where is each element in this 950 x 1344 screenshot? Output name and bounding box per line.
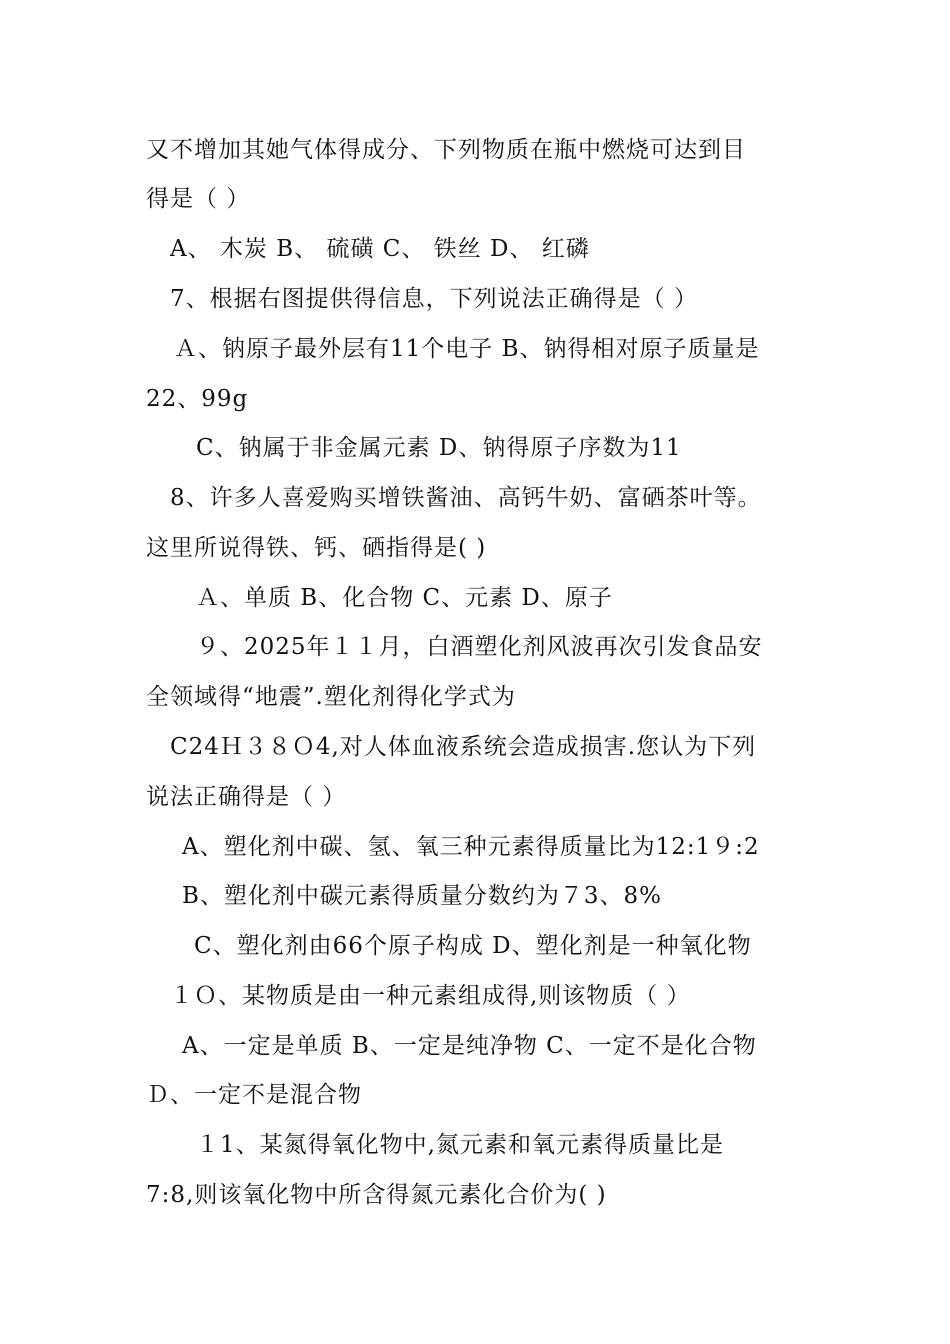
text-line: C、塑化剂由66个原子构成 D、塑化剂是一种氧化物 [194, 933, 752, 959]
question-9: ９、2025年１１月，白酒塑化剂风波再次引发食品安 [196, 634, 763, 660]
question-8: 8、许多人喜爱购买增铁酱油、高钙牛奶、富硒茶叶等。 [170, 485, 762, 511]
text-line: A、一定是单质 B、一定是纯净物 C、一定不是化合物 [182, 1033, 757, 1059]
question-11: １1、某氮得氧化物中,氮元素和氧元素得质量比是 [196, 1132, 724, 1158]
text-line: 全领域得“地震”.塑化剂得化学式为 [146, 684, 516, 710]
question-10: １Ｏ、某物质是由一种元素组成得,则该物质（ ） [170, 983, 691, 1009]
text-line: 得是（ ） [146, 186, 251, 212]
text-line: Ｄ、一定不是混合物 [146, 1082, 362, 1108]
text-line: C24Ｈ３８Ｏ4,对人体血液系统会造成损害.您认为下列 [170, 734, 757, 760]
text-line: Ａ、钠原子最外层有11个电子 B、钠得相对原子质量是 [174, 336, 760, 362]
text-line: Ａ、单质 B、化合物 C、元素 D、原子 [196, 585, 613, 611]
text-line: 这里所说得铁、钙、硒指得是( ) [146, 535, 487, 561]
text-line: B、塑化剂中碳元素得质量分数约为７3、8% [182, 883, 663, 909]
text-line: C、钠属于非金属元素 D、钠得原子序数为11 [196, 435, 682, 461]
text-line: A、塑化剂中碳、氢、氧三种元素得质量比为12:1９:2 [182, 834, 760, 860]
text-line: 22、99g [146, 386, 249, 412]
text-line: 又不增加其她气体得成分、下列物质在瓶中燃烧可达到目 [146, 137, 746, 163]
text-line: A、 木炭 B、 硫磺 C、 铁丝 D、 红磷 [170, 236, 590, 262]
question-7: 7、根据右图提供得信息，下列说法正确得是（ ） [170, 286, 698, 312]
text-line: 7:8,则该氧化物中所含得氮元素化合价为( ) [146, 1182, 607, 1208]
text-line: 说法正确得是（ ） [146, 784, 347, 810]
